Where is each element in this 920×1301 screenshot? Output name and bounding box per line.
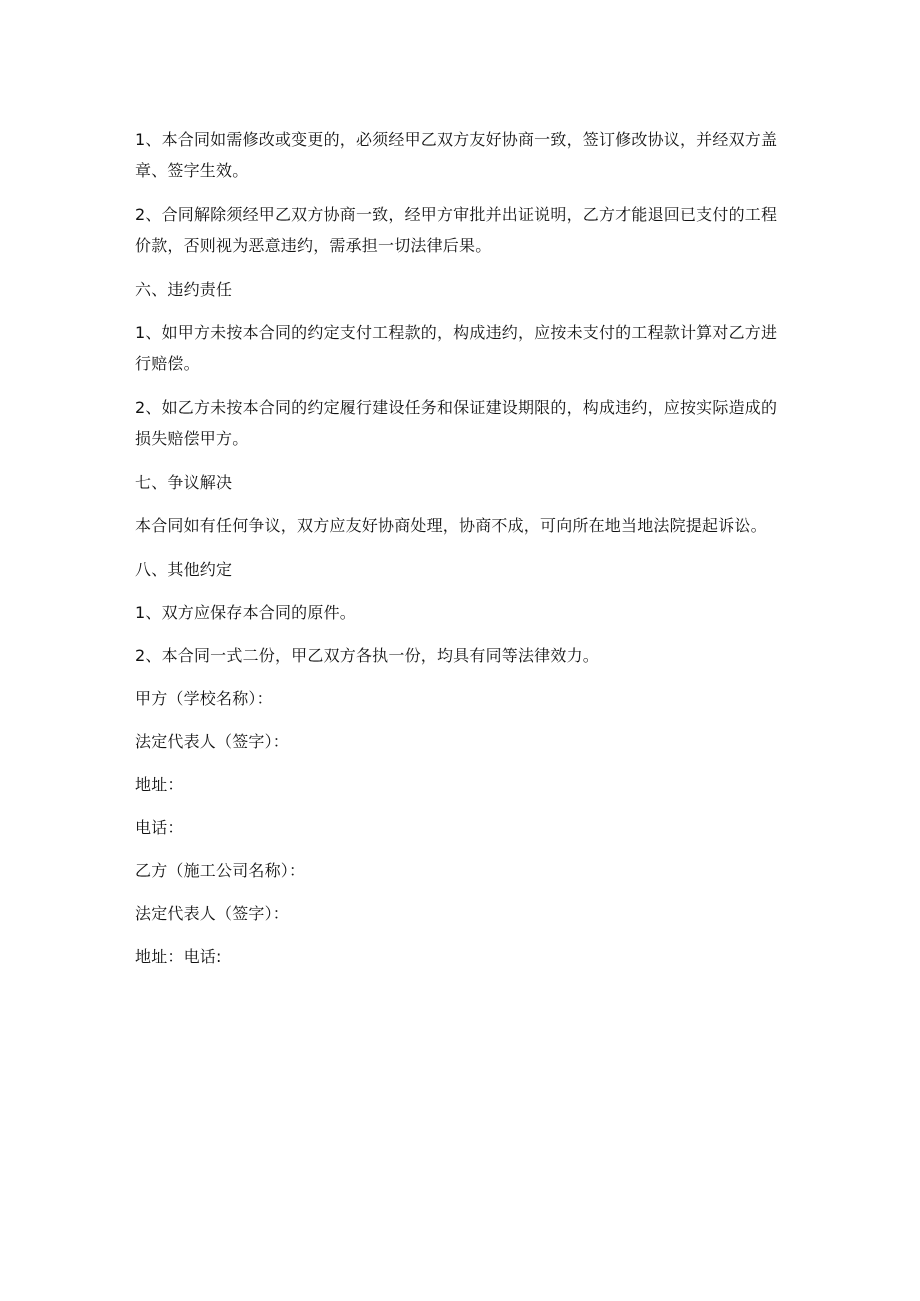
party-a-phone-field: 电话： [135, 818, 184, 837]
clause-copies: 2、本合同一式二份，甲乙双方各执一份，均具有同等法律效力。 [135, 646, 599, 665]
section-heading-dispute: 七、争议解决 [135, 473, 233, 492]
clause-party-b-breach: 2、如乙方未按本合同的约定履行建设任务和保证建设期限的，构成违约，应按实际造成的损失赔偿甲方。 [135, 398, 778, 448]
clause-original-copy: 1、双方应保存本合同的原件。 [135, 603, 356, 622]
section-heading-breach: 六、违约责任 [135, 280, 233, 299]
party-b-representative-field: 法定代表人（签字）： [135, 904, 290, 923]
party-a-name-field: 甲方（学校名称）： [135, 689, 273, 708]
section-heading-other: 八、其他约定 [135, 560, 233, 579]
clause-modification: 1、本合同如需修改或变更的，必须经甲乙双方友好协商一致，签订修改协议，并经双方盖章、签字生效。 [135, 130, 778, 180]
clause-dispute: 本合同如有任何争议，双方应友好协商处理，协商不成，可向所在地当地法院提起诉讼。 [135, 516, 767, 535]
party-b-address-phone-field: 地址：电话: [135, 947, 222, 966]
clause-termination: 2、合同解除须经甲乙双方协商一致，经甲方审批并出证说明，乙方才能退回已支付的工程价款，否则视为恶意违约，需承担一切法律后果。 [135, 205, 778, 255]
document-page [135, 124, 785, 984]
party-b-name-field: 乙方（施工公司名称）： [135, 861, 306, 880]
party-a-representative-field: 法定代表人（签字）： [135, 732, 290, 751]
party-a-address-field: 地址： [135, 775, 184, 794]
clause-party-a-breach: 1、如甲方未按本合同的约定支付工程款的，构成违约，应按未支付的工程款计算对乙方进行赔偿。 [135, 323, 778, 373]
